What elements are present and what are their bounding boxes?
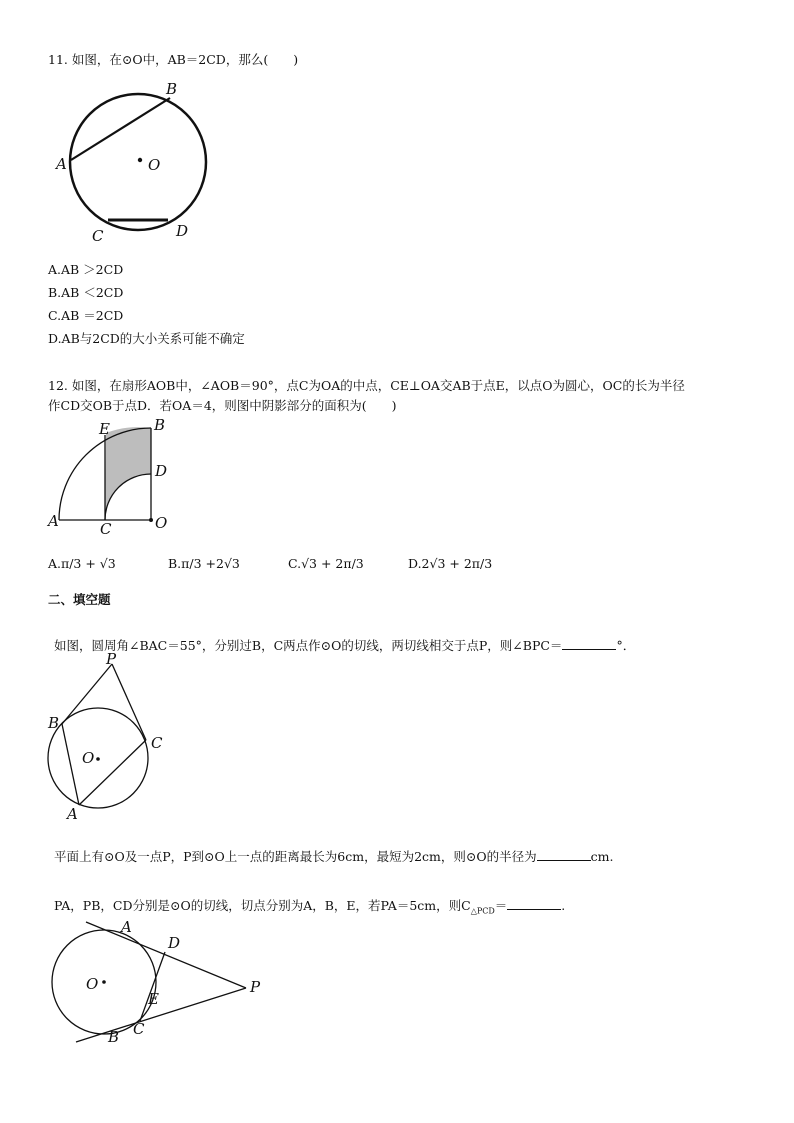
q11-stem: 11. 如图，在⊙O中，AB＝2CD，那么( ): [48, 52, 299, 67]
fill3-question: [54, 897, 565, 920]
q12-stem-line2: 作CD交OB于点D．若OA＝4，则图中阴影部分的面积为( ): [48, 398, 397, 413]
fill3-subscript: △PCD: [470, 906, 495, 916]
q11-label-c: C: [92, 227, 104, 245]
fill1-figure: [42, 652, 172, 824]
q12-option-c: C.√3 + 2π/3: [288, 556, 364, 571]
q12-label-c: C: [100, 520, 112, 538]
fill1-text: 如图，圆周角∠BAC＝55°，分别过B，C两点作⊙O的切线，两切线相交于点P，则∠BPC＝: [54, 638, 563, 653]
q12-center-dot: [149, 518, 153, 522]
fill3-center-dot: [102, 980, 106, 984]
fill1-chord-ba: [62, 724, 79, 805]
fill2-text-after: cm.: [590, 849, 614, 864]
fill3-figure: [50, 918, 280, 1050]
fill1-label-b: B: [48, 714, 60, 732]
fill3-text-eq: ＝: [494, 898, 508, 913]
q11-center-dot: [138, 158, 142, 162]
fill3-label-d: D: [168, 934, 181, 952]
q12-shaded-region: [105, 427, 151, 520]
fill3-answer-blank[interactable]: [507, 897, 561, 910]
q12-figure: [44, 418, 184, 540]
fill3-label-p: P: [250, 978, 261, 996]
q12-label-o: O: [155, 514, 168, 532]
fill1-label-p: P: [106, 652, 117, 668]
fill3-label-e: E: [148, 990, 159, 1008]
fill3-label-b: B: [108, 1028, 120, 1046]
q12-option-b: B.π/3 +2√3: [168, 556, 240, 571]
fill3-text-after: .: [561, 898, 566, 913]
q11-option-a: A.AB ＞2CD: [48, 262, 124, 277]
fill1-center-dot: [96, 757, 100, 761]
q11-label-b: B: [166, 80, 178, 98]
fill3-text: PA，PB，CD分别是⊙O的切线，切点分别为A，B，E，若PA＝5cm，则C: [54, 898, 471, 913]
q11-label-d: D: [176, 222, 189, 240]
q12-option-a: A.π/3 + √3: [48, 556, 116, 571]
fill3-label-c: C: [133, 1020, 145, 1038]
fill1-tangent-pc: [112, 664, 146, 740]
q11-option-c: C.AB ＝2CD: [48, 308, 124, 323]
fill1-label-o: O: [82, 749, 95, 767]
fill2-text: 平面上有⊙O及一点P，P到⊙O上一点的距离最长为6cm，最短为2cm，则⊙O的半径为: [54, 849, 537, 864]
fill1-text-after: °．: [616, 638, 636, 653]
q11-option-b: B.AB ＜2CD: [48, 285, 124, 300]
q11-figure: [48, 78, 218, 248]
q11-circle: [70, 94, 206, 230]
fill1-answer-blank[interactable]: [562, 637, 616, 650]
section2-title: 二、填空题: [48, 592, 111, 607]
q12-label-e: E: [99, 420, 110, 438]
q11-label-a: A: [56, 155, 67, 173]
fill3-tangent-pa: [86, 922, 246, 988]
fill1-label-c: C: [151, 734, 163, 752]
q11-label-o: O: [148, 156, 161, 174]
q12-stem-line1: 12. 如图，在扇形AOB中，∠AOB＝90°，点C为OA的中点，CE⊥OA交AB于点E，以点O为圆心，OC的长为半径: [48, 378, 685, 393]
q12-label-b: B: [154, 418, 166, 434]
fill3-label-a: A: [121, 918, 132, 936]
q12-label-a: A: [48, 512, 59, 530]
q11-chord-ab: [71, 98, 170, 160]
q11-option-d: D.AB与2CD的大小关系可能不确定: [48, 331, 245, 346]
fill2-answer-blank[interactable]: [537, 848, 591, 861]
q12-option-d: D.2√3 + 2π/3: [408, 556, 493, 571]
fill3-tangent-pb: [76, 988, 246, 1042]
fill1-tangent-pb: [62, 664, 112, 724]
fill1-label-a: A: [67, 805, 78, 823]
q12-label-d: D: [155, 462, 168, 480]
fill2-question: [54, 848, 613, 865]
fill3-label-o: O: [86, 975, 99, 993]
